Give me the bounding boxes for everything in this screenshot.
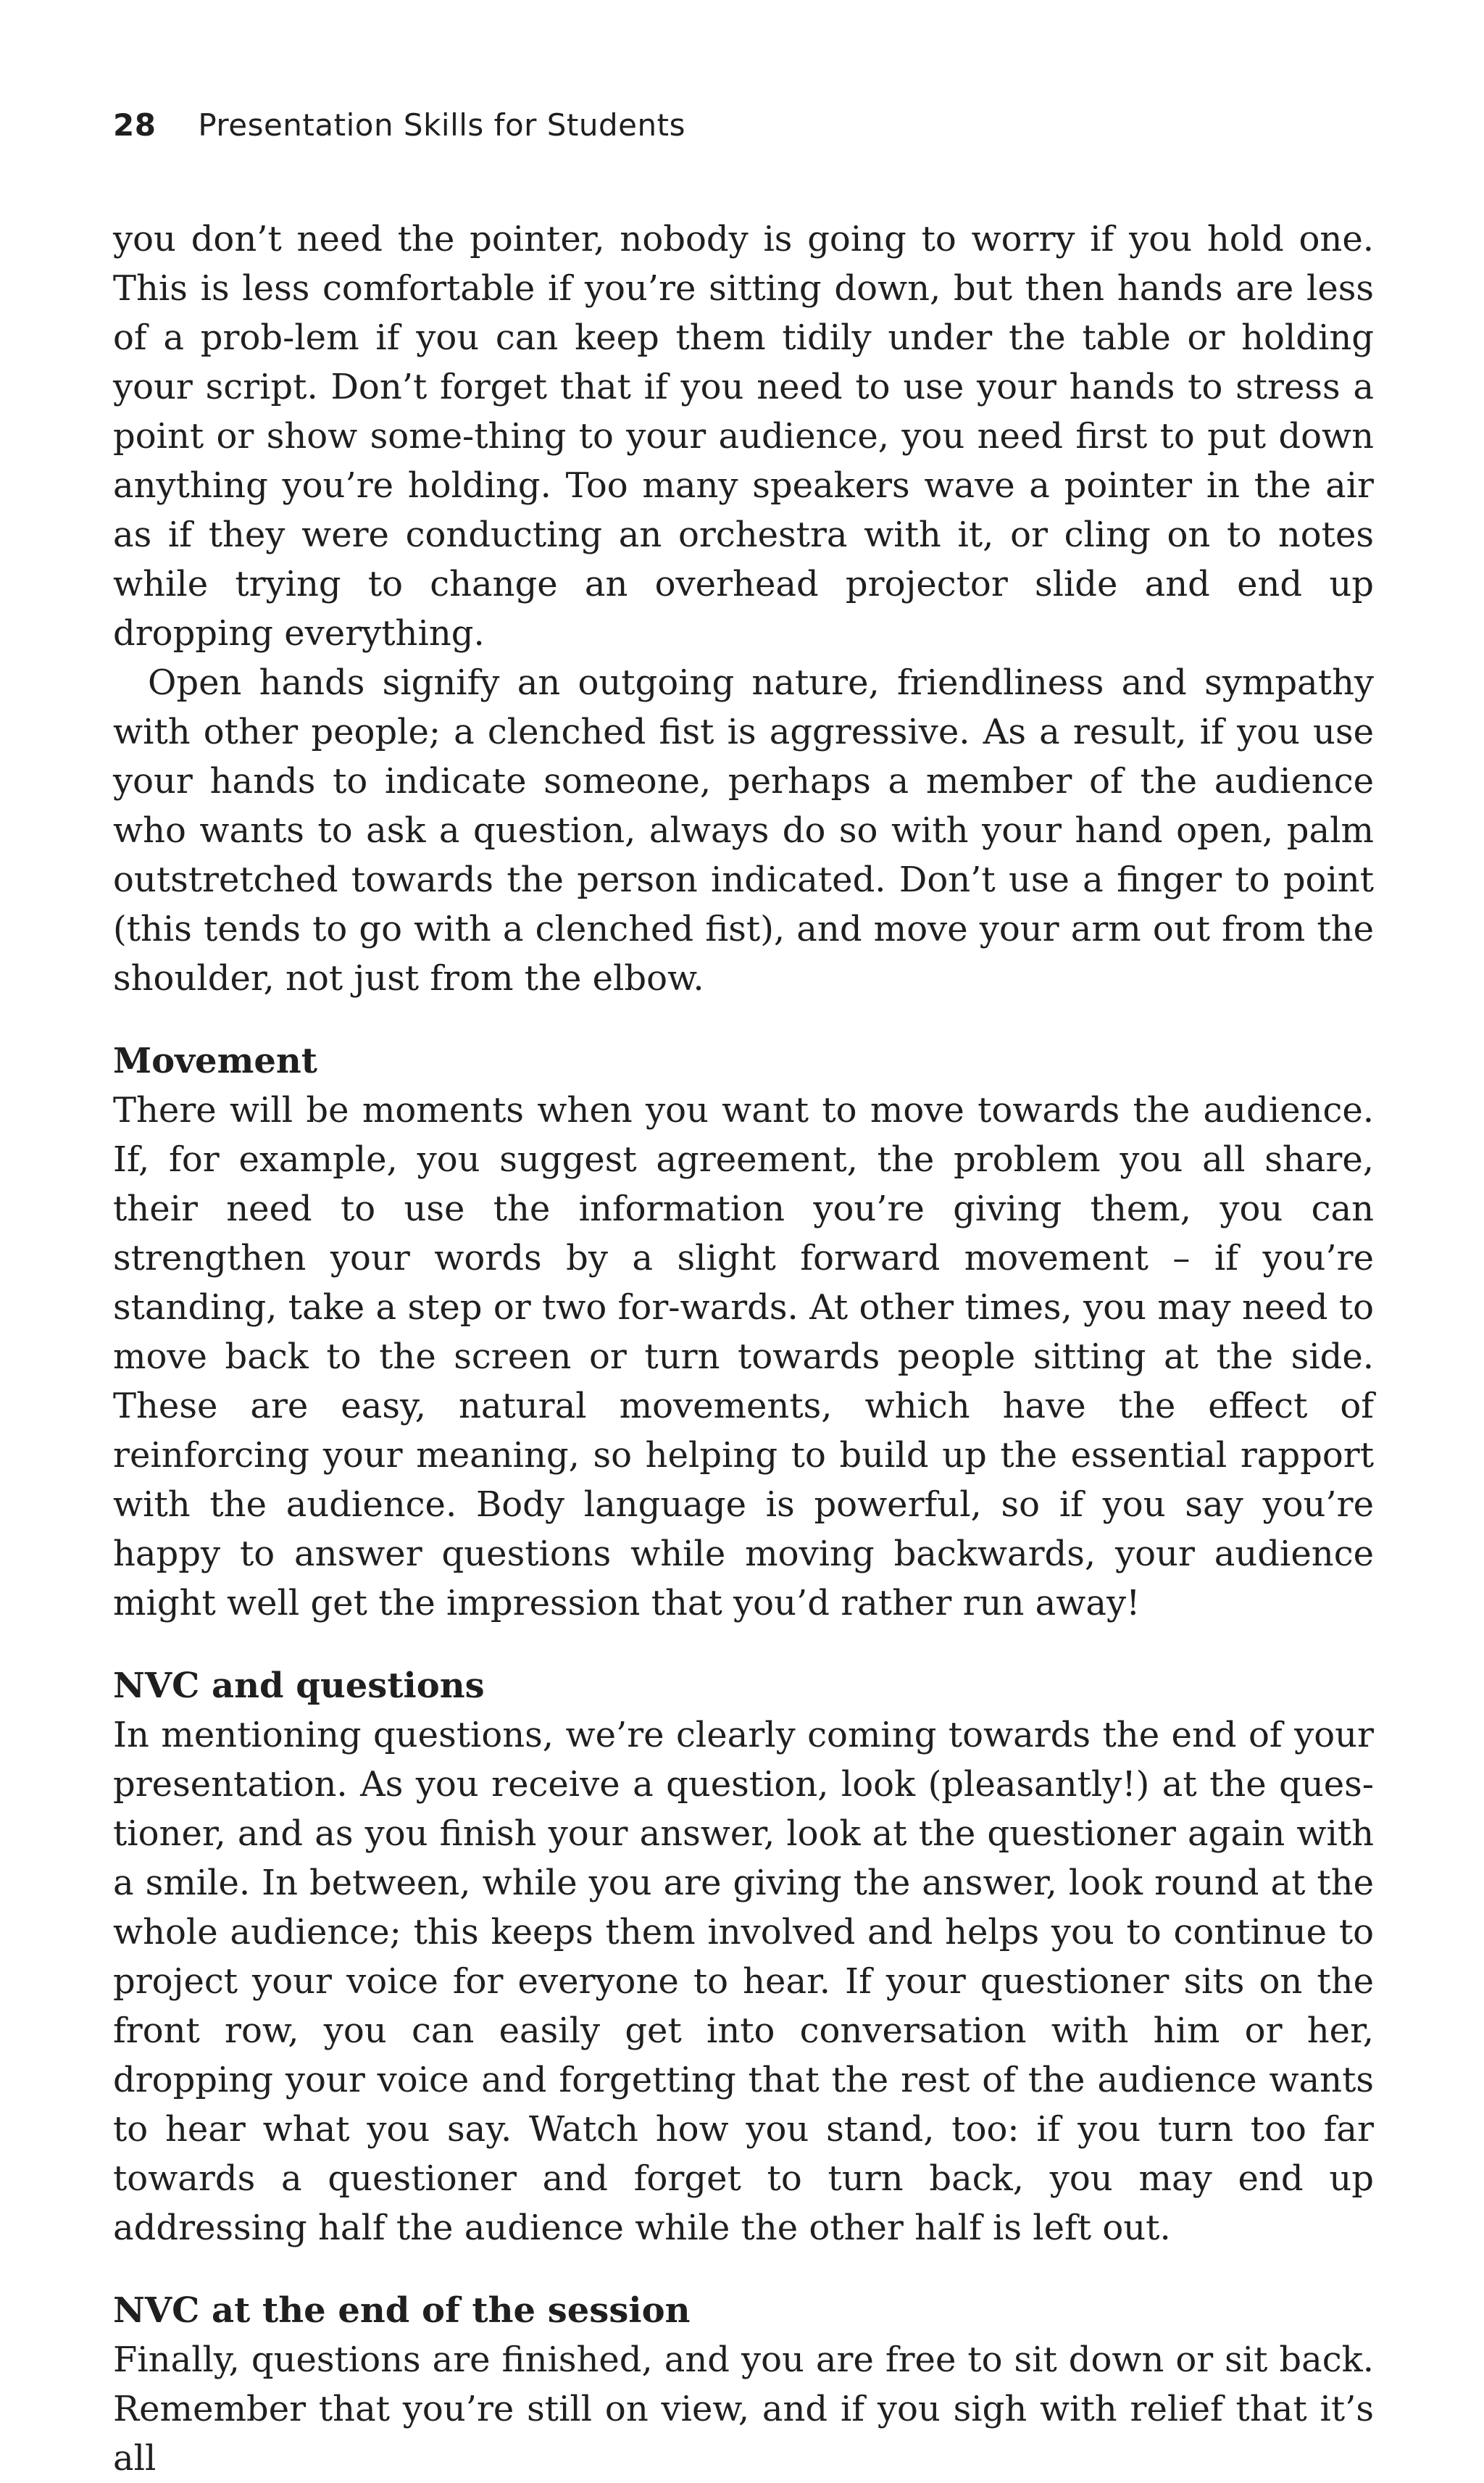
running-head xyxy=(113,107,685,143)
heading-movement: Movement xyxy=(113,1041,317,1081)
paragraph-movement: There will be moments when you want to move towards the audience. If, for example, you suggest agreement, the problem you all share, their need to use the information you’re giving them, you can strengthen your words by a slight forward movement – if you’re standing, take a step or two for-wards. At other times, you may need to move back to the screen or turn towards people sitting at the side. These are easy, natural movements, which have the effect of reinforcing your meaning, so helping to build up the essential rapport with the audience. Body language is powerful, so if you say you’re happy to answer questions while moving backwards, your audience might well get the impression that you’d rather run away! xyxy=(113,1090,1374,1623)
page-number: 28 xyxy=(113,107,157,143)
paragraph-nvc-questions: In mentioning questions, we’re clearly coming towards the end of your presentation. As you receive a question, look (pleasantly!) at the ques-tioner, and as you finish your answer, look at the questioner again with a smile. In between, while you are giving the answer, look round at the whole audience; this keeps them involved and helps you to continue to project your voice for everyone to hear. If your questioner sits on the front row, you can easily get into conversation with him or her, dropping your voice and forgetting that the rest of the audience wants to hear what you say. Watch how you stand, too: if you turn too far towards a questioner and forget to turn back, you may end up addressing half the audience while the other half is left out. xyxy=(113,1715,1374,2248)
heading-nvc-end-session: NVC at the end of the session xyxy=(113,2290,691,2331)
paragraph-open-hands: Open hands signify an outgoing nature, friendliness and sympathy with other people; a clenched fist is aggressive. As a result, if you use your hands to indicate someone, perhaps a member of the audience who wants to ask a question, always do so with your hand open, palm outstretched towards the person indicated. Don’t use a finger to point (this tends to go with a clenched fist), and move your arm out from the shoulder, not just from the elbow. xyxy=(113,662,1374,999)
heading-nvc-questions: NVC and questions xyxy=(113,1665,485,1706)
paragraph-nvc-end-session: Finally, questions are finished, and you are free to sit down or sit back. Remember that you’re still on view, and if you sigh with relief that it’s all xyxy=(113,2339,1374,2479)
paragraph-pointer: you don’t need the pointer, nobody is going to worry if you hold one. This is less comfortable if you’re sitting down, but then hands are less of a prob-lem if you can keep them tidily under the table or holding your script. Don’t forget that if you need to use your hands to stress a point or show some-thing to your audience, you need first to put down anything you’re holding. Too many speakers wave a pointer in the air as if they were conducting an orchestra with it, or cling on to notes while trying to change an overhead projector slide and end up dropping everything. xyxy=(113,219,1374,654)
body-text xyxy=(113,215,1374,2483)
running-title: Presentation Skills for Students xyxy=(198,107,685,143)
